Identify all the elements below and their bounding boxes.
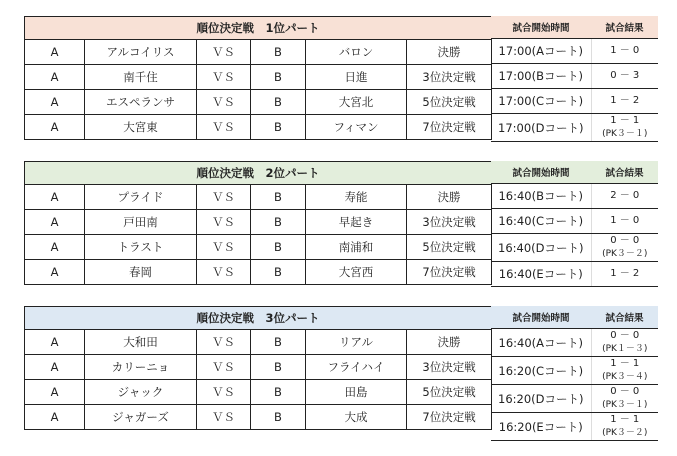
- team-b-name: 大成: [306, 405, 407, 430]
- schedule-row: [491, 357, 658, 385]
- kickoff-time: 16:40(Bコート): [491, 184, 591, 209]
- team-a-name: エスペランサ: [85, 90, 197, 115]
- time-header: 試合開始時間: [491, 306, 591, 329]
- side-a-label: A: [25, 40, 85, 65]
- kickoff-time: 16:40(Cコート): [491, 209, 591, 234]
- score: 1 － 0: [610, 45, 640, 56]
- schedule-row: [491, 209, 658, 234]
- pk-score: (PK３－１): [602, 129, 648, 139]
- side-a-label: A: [25, 405, 85, 430]
- section-title: 順位決定戦 3位パート: [25, 307, 492, 330]
- team-a-name: 大和田: [85, 330, 197, 355]
- schedule-row: [491, 89, 658, 114]
- team-a-name: ジャック: [85, 380, 197, 405]
- schedule-table: [491, 161, 658, 287]
- side-b-label: B: [251, 260, 306, 285]
- kickoff-time: 16:40(Dコート): [491, 234, 591, 262]
- side-a-label: A: [25, 260, 85, 285]
- match-row: [25, 210, 492, 235]
- versus-label: ＶＳ: [197, 210, 251, 235]
- versus-label: ＶＳ: [197, 185, 251, 210]
- versus-label: ＶＳ: [197, 90, 251, 115]
- match-row: [25, 355, 492, 380]
- score: 1 － 1: [610, 358, 640, 369]
- match-row: [25, 330, 492, 355]
- match-result: [591, 114, 658, 142]
- score: 1 － 1: [610, 115, 640, 126]
- side-b-label: B: [251, 405, 306, 430]
- side-a-label: A: [25, 355, 85, 380]
- match-type: 決勝: [407, 185, 492, 210]
- team-a-name: 戸田南: [85, 210, 197, 235]
- side-a-label: A: [25, 185, 85, 210]
- match-type: 5位決定戦: [407, 235, 492, 260]
- side-a-label: A: [25, 210, 85, 235]
- score: 1 － 0: [610, 215, 640, 226]
- score: 0 － 0: [610, 330, 640, 341]
- versus-label: ＶＳ: [197, 380, 251, 405]
- kickoff-time: 17:00(Cコート): [491, 89, 591, 114]
- versus-label: ＶＳ: [197, 235, 251, 260]
- schedule-row: [491, 385, 658, 413]
- match-result: [591, 209, 658, 234]
- match-row: [25, 405, 492, 430]
- match-type: 7位決定戦: [407, 115, 492, 140]
- match-result: [591, 413, 658, 441]
- kickoff-time: 17:00(Aコート): [491, 39, 591, 64]
- team-b-name: 大宮北: [306, 90, 407, 115]
- side-a-label: A: [25, 380, 85, 405]
- side-a-label: A: [25, 90, 85, 115]
- side-b-label: B: [251, 90, 306, 115]
- match-row: [25, 65, 492, 90]
- versus-label: ＶＳ: [197, 405, 251, 430]
- team-b-name: 田島: [306, 380, 407, 405]
- side-b-label: B: [251, 185, 306, 210]
- team-a-name: 南千住: [85, 65, 197, 90]
- side-b-label: B: [251, 210, 306, 235]
- team-a-name: 大宮東: [85, 115, 197, 140]
- match-type: 5位決定戦: [407, 90, 492, 115]
- schedule-row: [491, 39, 658, 64]
- team-b-name: 日進: [306, 65, 407, 90]
- score: 0 － 0: [610, 386, 640, 397]
- team-a-name: カリーニョ: [85, 355, 197, 380]
- team-a-name: プライド: [85, 185, 197, 210]
- match-type: 決勝: [407, 40, 492, 65]
- pk-score: (PK３－２): [602, 249, 648, 259]
- side-b-label: B: [251, 235, 306, 260]
- match-type: 決勝: [407, 330, 492, 355]
- score: 0 － 3: [610, 70, 640, 81]
- match-type: 7位決定戦: [407, 405, 492, 430]
- team-a-name: アルコイリス: [85, 40, 197, 65]
- match-type: 5位決定戦: [407, 380, 492, 405]
- kickoff-time: 16:20(Eコート): [491, 413, 591, 441]
- kickoff-time: 16:20(Cコート): [491, 357, 591, 385]
- side-a-label: A: [25, 330, 85, 355]
- versus-label: ＶＳ: [197, 330, 251, 355]
- side-a-label: A: [25, 115, 85, 140]
- match-row: [25, 185, 492, 210]
- match-row: [25, 235, 492, 260]
- schedule-row: [491, 234, 658, 262]
- team-b-name: 南浦和: [306, 235, 407, 260]
- team-b-name: 寿能: [306, 185, 407, 210]
- match-result: [591, 184, 658, 209]
- schedule-row: [491, 184, 658, 209]
- side-b-label: B: [251, 115, 306, 140]
- versus-label: ＶＳ: [197, 40, 251, 65]
- result-header: 試合結果: [591, 306, 658, 329]
- result-header: 試合結果: [591, 16, 658, 39]
- match-row: [25, 115, 492, 140]
- match-type: 3位決定戦: [407, 65, 492, 90]
- schedule-row: [491, 262, 658, 287]
- bracket-table: [24, 306, 492, 430]
- team-a-name: 春岡: [85, 260, 197, 285]
- team-a-name: ジャガーズ: [85, 405, 197, 430]
- schedule-row: [491, 329, 658, 357]
- score: 2 － 0: [610, 190, 640, 201]
- side-b-label: B: [251, 380, 306, 405]
- score: 1 － 2: [610, 268, 640, 279]
- bracket-table: [24, 161, 492, 285]
- side-b-label: B: [251, 40, 306, 65]
- match-result: [591, 262, 658, 287]
- team-b-name: フライハイ: [306, 355, 407, 380]
- pk-score: (PK３－２): [602, 428, 648, 438]
- versus-label: ＶＳ: [197, 355, 251, 380]
- side-a-label: A: [25, 65, 85, 90]
- match-result: [591, 329, 658, 357]
- score: 1 － 1: [610, 414, 640, 425]
- pk-score: (PK１－３): [602, 344, 648, 354]
- pk-score: (PK３－１): [602, 400, 648, 410]
- team-b-name: バロン: [306, 40, 407, 65]
- team-b-name: フィマン: [306, 115, 407, 140]
- kickoff-time: 17:00(Dコート): [491, 114, 591, 142]
- kickoff-time: 16:40(Aコート): [491, 329, 591, 357]
- schedule-table: [491, 16, 658, 142]
- match-row: [25, 40, 492, 65]
- match-result: [591, 234, 658, 262]
- schedule-row: [491, 413, 658, 441]
- side-b-label: B: [251, 330, 306, 355]
- team-b-name: 早起き: [306, 210, 407, 235]
- team-b-name: リアル: [306, 330, 407, 355]
- schedule-row: [491, 114, 658, 142]
- match-type: 3位決定戦: [407, 355, 492, 380]
- score: 1 － 2: [610, 95, 640, 106]
- team-b-name: 大宮西: [306, 260, 407, 285]
- schedule-row: [491, 64, 658, 89]
- score: 0 － 0: [610, 235, 640, 246]
- versus-label: ＶＳ: [197, 115, 251, 140]
- section-title: 順位決定戦 2位パート: [25, 162, 492, 185]
- versus-label: ＶＳ: [197, 260, 251, 285]
- match-result: [591, 385, 658, 413]
- result-header: 試合結果: [591, 161, 658, 184]
- section-title: 順位決定戦 1位パート: [25, 17, 492, 40]
- match-type: 7位決定戦: [407, 260, 492, 285]
- pk-score: (PK３－４): [602, 372, 648, 382]
- versus-label: ＶＳ: [197, 65, 251, 90]
- kickoff-time: 16:20(Dコート): [491, 385, 591, 413]
- match-row: [25, 90, 492, 115]
- side-b-label: B: [251, 65, 306, 90]
- time-header: 試合開始時間: [491, 161, 591, 184]
- time-header: 試合開始時間: [491, 16, 591, 39]
- match-row: [25, 380, 492, 405]
- match-result: [591, 357, 658, 385]
- match-result: [591, 64, 658, 89]
- side-a-label: A: [25, 235, 85, 260]
- kickoff-time: 16:40(Eコート): [491, 262, 591, 287]
- team-a-name: トラスト: [85, 235, 197, 260]
- bracket-table: [24, 16, 492, 140]
- match-result: [591, 89, 658, 114]
- kickoff-time: 17:00(Bコート): [491, 64, 591, 89]
- match-result: [591, 39, 658, 64]
- match-type: 3位決定戦: [407, 210, 492, 235]
- schedule-table: [491, 306, 658, 441]
- side-b-label: B: [251, 355, 306, 380]
- match-row: [25, 260, 492, 285]
